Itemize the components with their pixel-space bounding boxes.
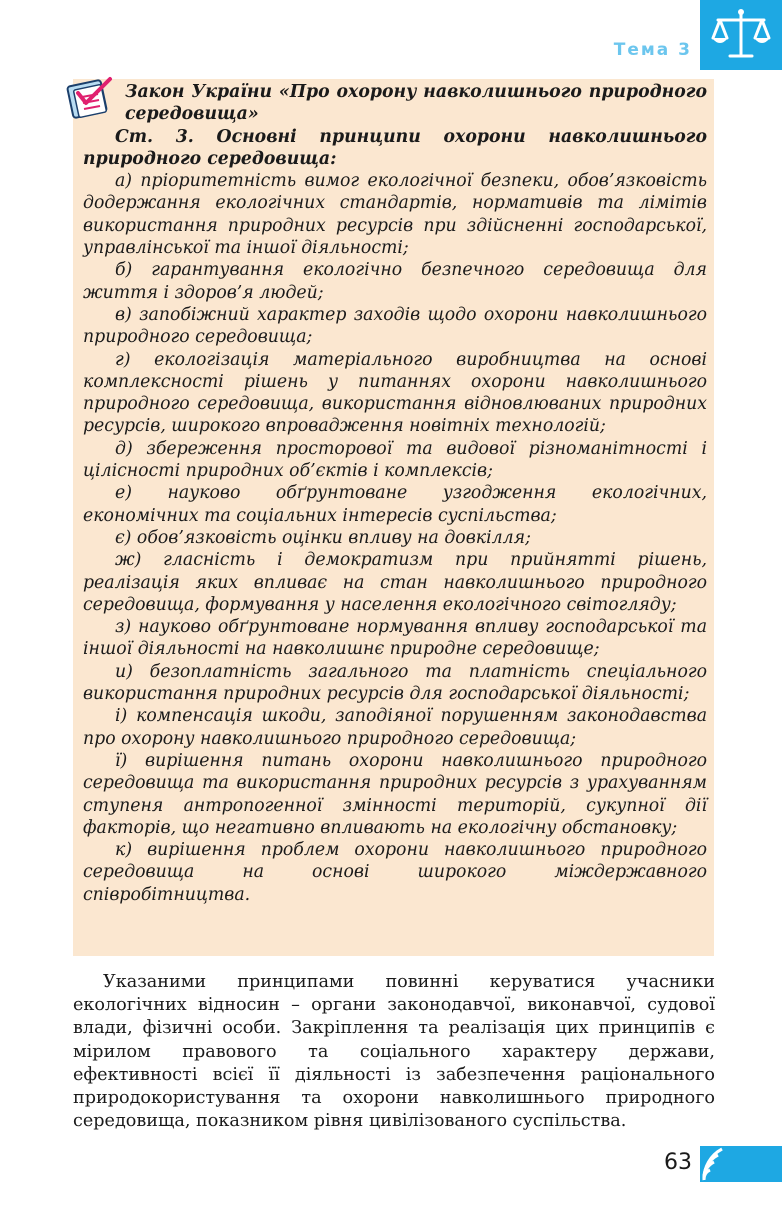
body-paragraph: Указаними принципами повинні керуватися учасники екологічних відносин – органи законодавчої, виконавчої, судової влади, фізичні особи. Закріплення та реалізація цих принципів є мірилом правового та соціального характеру держави, ефективності всієї її діяльності із забезпечення раціонального природокористування та охорони навколишнього природного середовища, показником рівня цивілізованого суспільства. — [73, 972, 715, 1132]
scales-of-justice-icon — [710, 6, 772, 64]
principle-item: е) науково обґрунтоване узгодження екологічних, економічних та соціальних інтересів суспільства; — [83, 483, 707, 526]
principle-item: в) запобіжний характер заходів щодо охорони навколишнього природного середовища; — [83, 304, 707, 348]
header-tab — [700, 0, 782, 70]
principle-item: б) гарантування екологічно безпечного середовища для життя і здоров’я людей; — [83, 260, 707, 303]
principle-item: є) обов’язковість оцінки впливу на довкілля; — [115, 527, 531, 548]
page-number: 63 — [664, 1150, 692, 1175]
principle-item: к) вирішення проблем охорони навколишнього природного середовища на основі широкого міждержавного співробітництва. — [83, 840, 707, 905]
topic-label: Тема 3 — [613, 40, 692, 60]
principle-item: з) науково обґрунтоване нормування впливу господарської та іншої діяльності на навколишнє природне середовище; — [83, 617, 707, 660]
footer-tab — [700, 1146, 782, 1182]
law-text — [83, 81, 707, 906]
principle-item: ї) вирішення питань охорони навколишнього природного середовища та використання природних ресурсів з урахуванням ступеня антропогенної змінності територій, сукупної дії факторів, що негативно впливають на екологічну обстановку; — [83, 750, 707, 838]
principle-item: г) екологізація матеріального виробництва на основі комплексності рішень у питаннях охорони навколишнього природного середовища, використання відновлюваних природних ресурсів, широкого впровадження новітніх технологій; — [83, 349, 707, 437]
signal-waves-icon — [700, 1146, 782, 1182]
article-heading: Ст. 3. Основні принципи охорони навколишнього природного середовища: — [83, 126, 707, 169]
law-title: Закон України «Про охорону навколишнього природного середовища» — [125, 82, 707, 125]
body-text — [73, 971, 715, 1133]
principle-item: і) компенсація шкоди, заподіяної порушенням законодавства про охорону навколишнього природного середовища; — [83, 706, 707, 749]
principle-item: ж) гласність і демократизм при прийнятті рішень, реалізація яких впливає на стан навколишнього природного середовища, формування у населення екологічного світогляду; — [83, 550, 707, 615]
principle-item: а) пріоритетність вимог екологічної безпеки, обов’язковість додержання екологічних стандартів, нормативів та лімітів використання природних ресурсів при здійсненні господарської, управлінської та іншої діяльності; — [83, 171, 707, 259]
principle-item: д) збереження просторової та видової різноманітності і цілісності природних об’єктів і комплексів; — [83, 438, 707, 482]
principle-item: и) безоплатність загального та платність спеціального використання природних ресурсів для господарської діяльності; — [83, 661, 707, 705]
